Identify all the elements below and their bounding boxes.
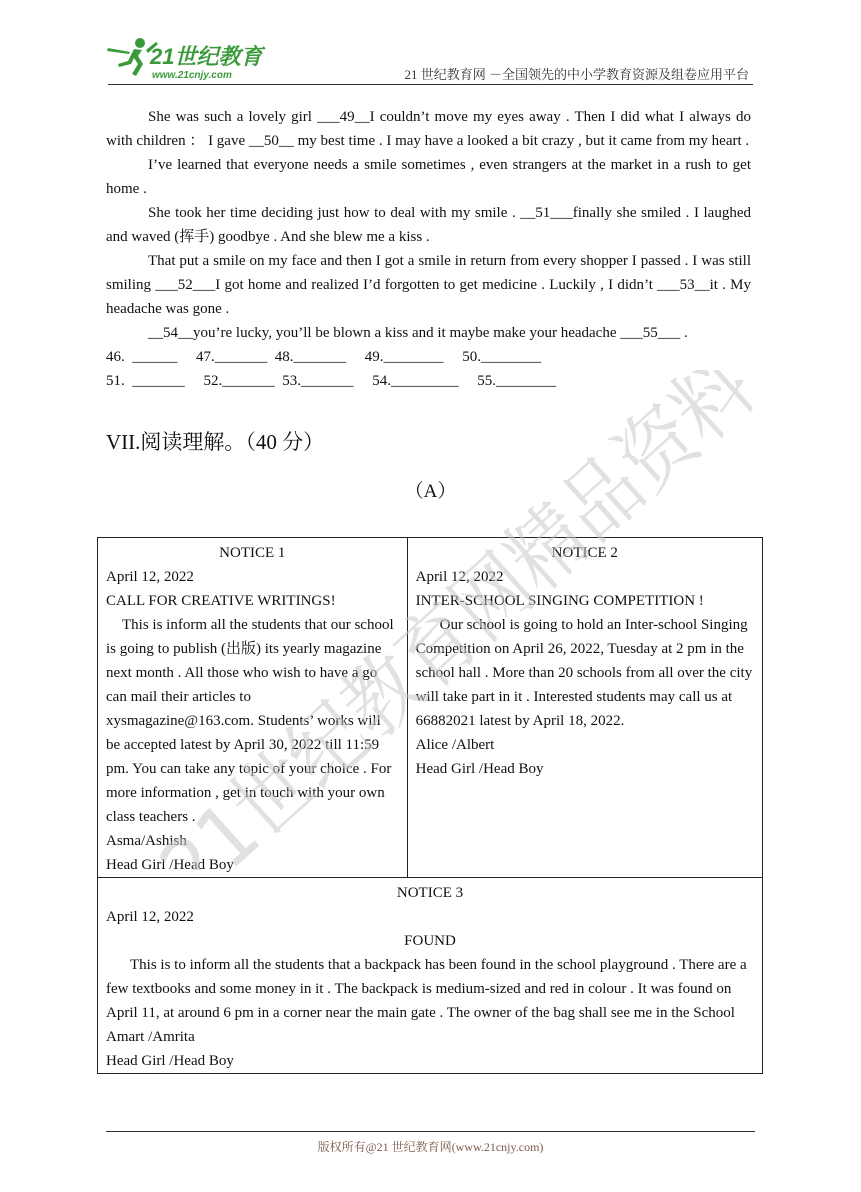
answer-blanks-row: 46. ______ 47._______ 48._______ 49.________ 50.________	[106, 349, 541, 365]
passage-paragraph: __54__you’re lucky, you’ll be blown a kiss and it maybe make your headache ___55___ .	[148, 325, 688, 341]
footer-divider	[106, 1131, 755, 1132]
header-divider	[108, 84, 753, 85]
notice-body: This is to inform all the students that a backpack has been found in the school playground . There are a few textbooks and some money in it . The backpack is medium-sized and red in colour . It was found on April 11, at around 6 pm in a corner near the main gate . The owner of the bag shall see me in the School	[106, 957, 747, 1021]
passage-label: （A）	[404, 481, 457, 502]
notice-names: Amart /Amrita	[106, 1029, 195, 1045]
passage-paragraph: I’ve learned that everyone needs a smile sometimes , even strangers at the market in a rush to get home .	[106, 157, 751, 197]
notice-1-cell	[98, 538, 408, 878]
passage-paragraph: She was such a lovely girl ___49__I couldn’t move my eyes away . Then I did what I always do with children ： I gave __50__ my best time . I may have a looked a bit crazy , but it came from my heart .	[106, 109, 751, 149]
notice-heading: NOTICE 2	[551, 545, 618, 561]
notice-subject: INTER-SCHOOL SINGING COMPETITION !	[415, 593, 704, 609]
notice-titles: Head Girl /Head Boy	[415, 761, 544, 777]
footer-copyright: 版权所有@21 世纪教育网(www.21cnjy.com)	[317, 1140, 544, 1154]
section-title: VII.阅读理解。（40 分）	[106, 430, 325, 454]
logo-graphic	[100, 34, 275, 84]
answer-blanks-row: 51. _______ 52._______ 53._______ 54._________ 55.________	[106, 373, 556, 389]
passage-paragraph: She took her time deciding just how to deal with my smile . __51___finally she smiled . I laughed and waved (挥手) goodbye . And she blew me a kiss .	[106, 205, 751, 245]
notice-table	[97, 537, 763, 1074]
notice-body: Our school is going to hold an Inter-school Singing Competition on April 26, 2022, Tuesday at 2 pm in the school hall . More than 20 schools from all over the city will take part in it . Interested students may call us at 66882021 latest by April 18, 2022.	[415, 617, 753, 729]
passage-paragraph: That put a smile on my face and then I got a smile in return from every shopper I passed . I was still smiling ___52___I got home and realized I’d forgotten to get medicine . Luckily , I didn’t ___53__it . My headache was gone .	[106, 253, 751, 317]
notice-names: Alice /Albert	[415, 737, 495, 753]
logo-url: www.21cnjy.com	[152, 70, 232, 81]
cloze-passage	[106, 105, 751, 393]
notice-date: April 12, 2022	[415, 569, 504, 585]
notice-titles: Head Girl /Head Boy	[106, 1053, 234, 1069]
logo-text: 21世纪教育	[150, 44, 263, 69]
notice-titles: Head Girl /Head Boy	[106, 857, 234, 873]
notice-2-cell	[407, 538, 762, 878]
notice-names: Asma/Ashish	[106, 833, 187, 849]
notice-3-cell	[98, 878, 763, 1074]
header-tagline: 21 世纪教育网 －全国领先的中小学教育资源及组卷应用平台	[404, 67, 749, 82]
notice-date: April 12, 2022	[106, 909, 194, 925]
notice-subject: FOUND	[404, 933, 456, 949]
site-logo	[100, 34, 275, 84]
notice-date: April 12, 2022	[106, 569, 194, 585]
notice-subject: CALL FOR CREATIVE WRITINGS!	[106, 593, 336, 609]
watermark-text: 21世纪教育网精品资料	[142, 370, 770, 870]
notice-body: This is inform all the students that our school is going to publish (出版) its yearly magazine next month . All those who wish to have a go can mail their articles to xysmagazine@163.com. Students’ works will be accepted latest by April 30, 2022 till 11:59 pm. You can take any topic of your choice . For more information , get in touch with your own class teachers .	[106, 617, 394, 825]
notice-heading: NOTICE 3	[396, 885, 464, 901]
notice-heading: NOTICE 1	[219, 545, 286, 561]
